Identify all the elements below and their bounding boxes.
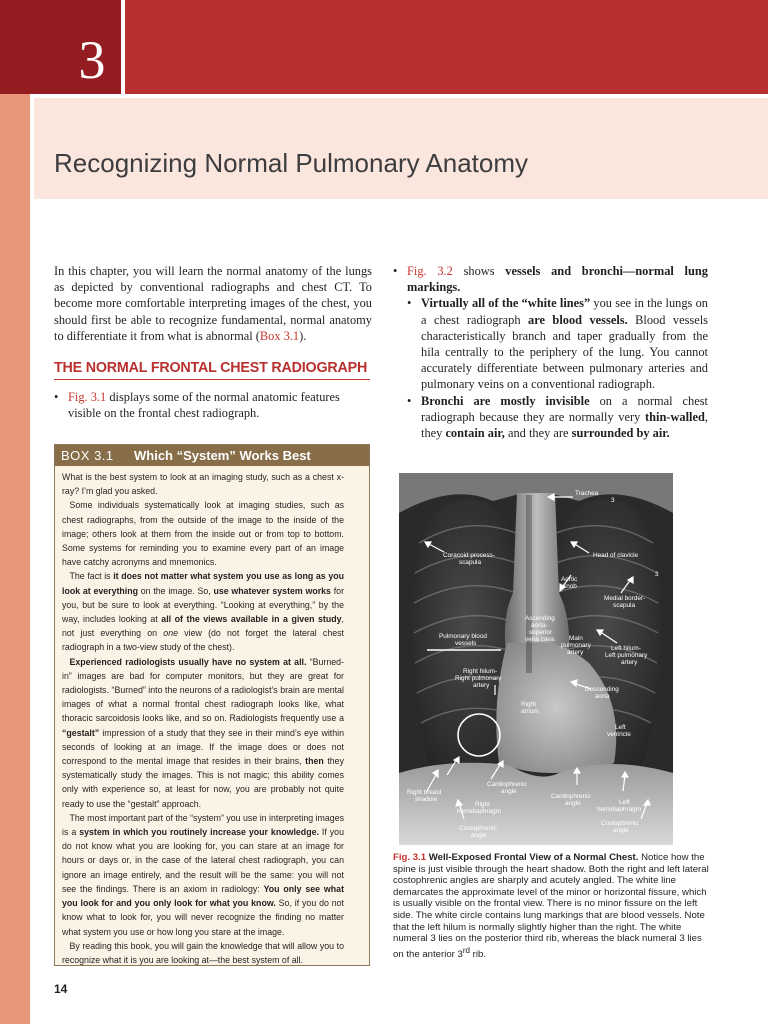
box-p4-text: impression of a study that they see in their mind’s eye within seconds of looking at an image. If the image does or does not correspond to the mental image that resides in their brains,	[62, 726, 344, 767]
right-sub-bullets	[407, 295, 708, 441]
section-bullet-1-text: displays some of the normal anatomic features visible on the frontal chest radiograph.	[68, 390, 340, 421]
box-p4-bold-1: Experienced radiologists usually have no system at all.	[69, 655, 307, 667]
label-right-hilum-3: artery	[473, 682, 490, 689]
caption-title: Well-Exposed Frontal View of a Normal Chest.	[426, 852, 639, 863]
label-left-hilum: Left hilum-	[611, 645, 641, 652]
box-3-1-link[interactable]: Box 3.1	[259, 328, 300, 343]
sub-bullet-1-text-2: Blood vessels characteristically branch and taper gradually from the hila centrally to the periphery of the lung. You cannot accurately differentiate between pulmonary arteries and pulmonary veins on a conventional radiograph.	[421, 312, 709, 392]
label-medial-border-2: scapula	[613, 602, 636, 609]
box-p3-italic: one	[163, 627, 179, 639]
label-right-breast-shadow: Right breast	[407, 789, 442, 796]
label-cardiophrenic-left-2: angle	[565, 800, 581, 807]
box-header	[55, 445, 369, 466]
box-p5-text: The most important part of the “system” you use in interpreting images is a	[62, 811, 344, 838]
label-trachea: Trachea	[575, 490, 599, 497]
label-ascending-aorta-2: aorta-	[531, 622, 548, 629]
caption-text-end: rib.	[470, 948, 486, 960]
label-3-top: 3	[611, 497, 615, 504]
box-paragraph-4	[62, 655, 344, 811]
chapter-title: Recognizing Normal Pulmonary Anatomy	[54, 148, 528, 178]
sub-bullet-1-bold: Virtually all of the “white lines”	[421, 296, 591, 311]
box-label: BOX 3.1	[61, 448, 114, 463]
label-descending-aorta-2: aorta	[595, 693, 610, 700]
box-body	[62, 470, 344, 967]
label-coracoid-2: scapula	[459, 559, 482, 566]
label-cardiophrenic-right-2: angle	[501, 788, 517, 795]
caption-text: Notice how the spine is just visible through the heart shadow. Both the right and left lateral costophrenic angles are sharply and acutely angled. The white line demarcates the approximate level of the minor or horizontal fissure, which is usually visible on the frontal view. There is no minor fissure on the left side. The white circle contains lung markings that are blood vessels. Note that the left hilum is normally slightly higher than the right. The white numeral 3 lies on the posterior third rib, whereas the black numeral 3 lies on the anterior 3	[393, 852, 709, 960]
box-p3-text: on the image. So,	[138, 584, 214, 596]
box-p5-text: So, if you do not know what to look for, you will never recognize the finding no matter what system you use or how long you stare at the image.	[62, 897, 344, 937]
page-number: 14	[54, 982, 68, 996]
label-costophrenic-left: Costophrenic	[601, 820, 639, 827]
box-paragraph-2: Some individuals systematically look at imaging studies, such as chest radiographs, from the outside of the image to the inside of the image; others look at them from the inside out or from top to bottom. Some systems for reminding you to examine every part of an image have catchy acronyms and mnemonics.	[62, 499, 344, 568]
intro-paragraph	[54, 263, 372, 344]
right-bullet-1-bold: vessels and bronchi—normal lung markings.	[407, 264, 708, 295]
label-ascending-aorta-4: vena cava	[525, 636, 555, 643]
box-p5-text: If you do not know what you are looking for, you can stare at an image for hours or days or, in the case of the lateral chest radiograph, you can ignore an image entirely, and the result will be the same: you will not see the findings. There is an axiom in radiology:	[62, 826, 344, 894]
label-right-hemidiaphragm: Right	[475, 801, 490, 808]
box-3-1	[54, 444, 370, 966]
box-title: Which “System” Works Best	[134, 448, 311, 463]
box-paragraph-1: What is the best system to look at an imaging study, such as a chest x-ray? I’m glad you asked.	[62, 471, 344, 497]
label-pulmonary-blood-vessels: Pulmonary blood	[439, 633, 487, 640]
label-left-hemidiaphragm-2: hemidiaphragm	[597, 806, 642, 813]
label-left-hemidiaphragm: Left	[619, 799, 630, 806]
label-main-pulmonary-artery: Main	[569, 635, 583, 642]
label-aortic-knob-2: knob	[563, 583, 577, 590]
label-left-hilum-2: Left pulmonary	[605, 652, 648, 659]
label-right-atrium: Right	[521, 701, 536, 708]
label-3-right: 3	[655, 571, 659, 578]
label-right-hilum-2: Right pulmonary	[455, 675, 502, 682]
label-left-ventricle-2: ventricle	[607, 731, 631, 738]
sub-bullet-2-bold-2: thin-walled	[644, 409, 705, 424]
label-right-hilum: Right hilum-	[463, 668, 498, 675]
label-right-breast-shadow-2: shadow	[415, 796, 438, 803]
sub-bullet-2-bold-3: contain air,	[445, 426, 505, 441]
label-main-pulmonary-artery-2: pulmonary	[561, 642, 591, 649]
label-main-pulmonary-artery-3: artery	[567, 649, 584, 656]
box-p5-bold-1: system in which you routinely increase your knowledge.	[79, 826, 319, 838]
box-p5-bold-2: You only see what you look for and you only look for what you know.	[62, 882, 345, 909]
box-paragraph-6: By reading this book, you will gain the knowledge that will allow you to recognize what it is you are looking at—the best system of all.	[62, 939, 344, 965]
fig-3-1-link[interactable]: Fig. 3.1	[68, 390, 107, 404]
section-heading: THE NORMAL FRONTAL CHEST RADIOGRAPH	[54, 360, 370, 380]
box-p4-bold-3: then	[305, 755, 324, 767]
box-p3-text: view (do not forget the lateral chest radiograph in a two-view study of the chest).	[62, 627, 344, 653]
label-head-clavicle: Head of clavicle	[593, 552, 639, 559]
box-p3-text: for you, but be sure to look at everything. “Looking at everything,” by the way, includes looking at	[62, 584, 345, 625]
label-aortic-knob: Aortic	[561, 576, 578, 583]
label-costophrenic-right: Costophrenic	[459, 825, 497, 832]
label-medial-border: Medial border-	[604, 595, 646, 602]
right-bullet-1	[393, 263, 708, 441]
box-p3-text: , not just everything on	[62, 613, 344, 639]
sub-bullet-1-bold-2: are blood vessels.	[528, 312, 628, 327]
label-ascending-aorta: Ascending	[525, 615, 555, 622]
caption-superscript: rd	[462, 945, 470, 955]
section-bullet-1	[54, 389, 372, 421]
label-cardiophrenic-right: Cardiophrenic	[487, 781, 527, 788]
box-p4-text: “Burned-in” images are bad for computer monitors, but they are great for radiologists. “Burned” into the neurons of a radiologist’s brain are mental images of what a normal frontal chest radiograph looks like, what thoracic sarcoidosis looks like, and so on. Radiologists frequently use a	[62, 655, 344, 724]
label-costophrenic-left-2: angle	[613, 827, 629, 834]
right-sub-bullet-1	[407, 295, 708, 392]
sub-bullet-2-bold-4: surrounded by air.	[571, 426, 670, 441]
label-right-atrium-2: atrium	[521, 708, 539, 715]
label-right-hemidiaphragm-2: hemidiaphragm	[457, 808, 502, 815]
label-pulmonary-blood-vessels-2: vessels	[455, 640, 477, 647]
box-p3-bold-2: use whatever system works	[213, 584, 331, 596]
chapter-number: 3	[78, 30, 106, 90]
fig-3-2-link[interactable]: Fig. 3.2	[407, 264, 453, 278]
label-cardiophrenic-left: Cardiophrenic	[551, 793, 591, 800]
right-sub-bullet-2	[407, 393, 708, 442]
caption-fig-number: Fig. 3.1	[393, 852, 427, 863]
box-p3-text: The fact is	[69, 570, 114, 582]
sub-bullet-2-text: on a normal chest radiograph because they are normally very	[421, 393, 708, 424]
right-column-bullets	[393, 263, 708, 441]
box-paragraph-5	[62, 811, 344, 939]
label-costophrenic-right-2: angle	[471, 832, 487, 839]
box-paragraph-3	[62, 569, 344, 654]
label-ascending-aorta-3: superior	[529, 629, 553, 636]
sub-bullet-2-text-3: and they are	[504, 426, 572, 441]
box-p3-bold-3: all of the views available in a given study	[161, 613, 342, 625]
box-p4-bold-2: “gestalt”	[62, 726, 100, 738]
page-side-bar	[0, 94, 30, 1024]
label-coracoid: Coracoid process-	[443, 552, 495, 559]
label-left-hilum-3: artery	[621, 659, 638, 666]
sub-bullet-2-bold: Bronchi are mostly invisible	[421, 393, 590, 408]
sub-bullet-2-text-2: , they	[421, 409, 708, 441]
sub-bullet-1-text: you see in the lungs on a chest radiograph	[421, 296, 708, 327]
intro-text: In this chapter, you will learn the normal anatomy of the lungs as depicted by conventional radiographs and chest CT. To become more comfortable interpreting images of the chest, you should first be able to recognize fundamental, normal anatomy to differentiate it from what is abnormal (	[54, 264, 372, 343]
chest-radiograph-image	[399, 473, 673, 845]
intro-text-end: ).	[299, 328, 307, 343]
label-left-ventricle: Left	[615, 724, 626, 731]
chest-radiograph-figure	[399, 473, 673, 845]
label-descending-aorta: Descending	[585, 686, 619, 693]
box-p4-text: they systematically study the images. This is not magic; this ability comes only with experience so, at least for now, you are probably not quite ready to use the “gestalt” approach.	[62, 755, 344, 809]
section-bullets	[54, 389, 372, 421]
figure-caption	[393, 852, 713, 961]
right-bullet-1-text: shows	[452, 264, 506, 278]
box-p3-bold-1: it does not matter what system you use as long as you look at everything	[62, 570, 344, 596]
